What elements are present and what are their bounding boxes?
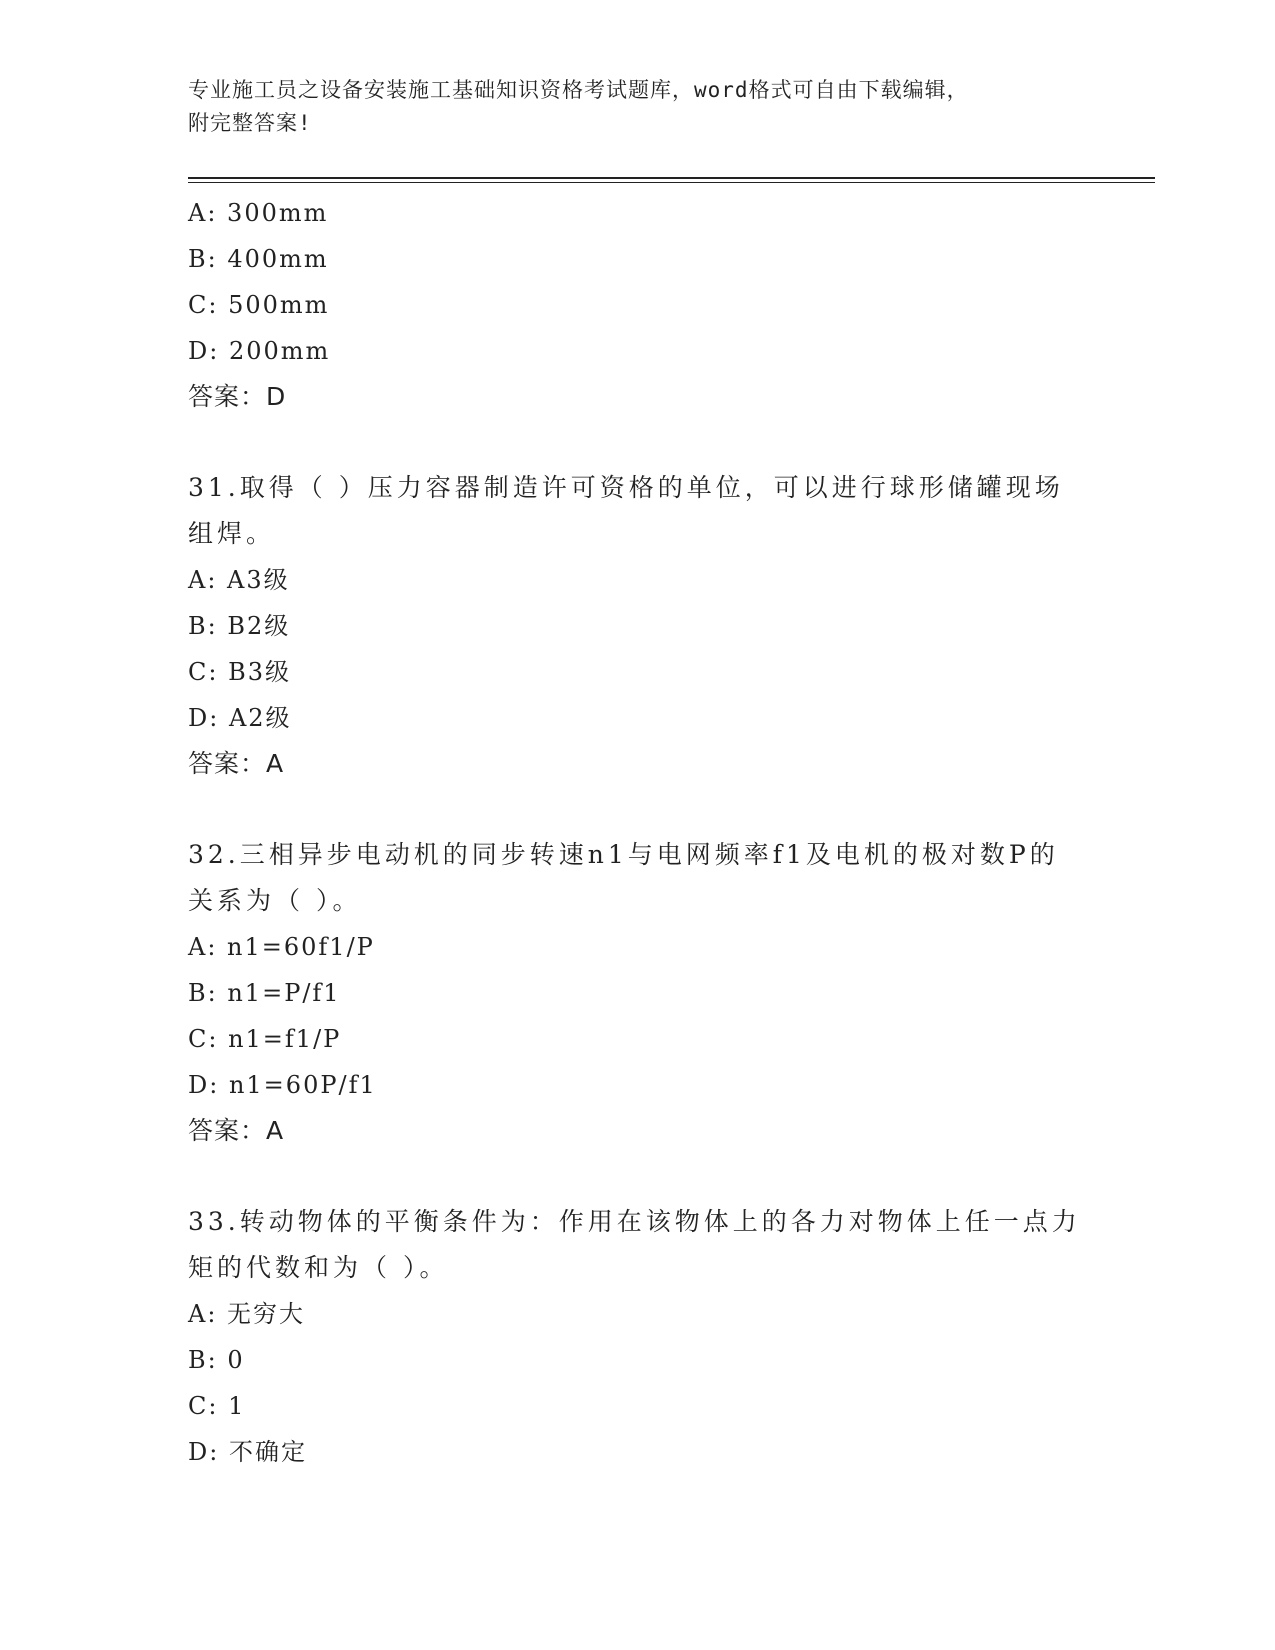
- question-block-32: [188, 832, 1088, 1154]
- option-c: C: 1: [188, 1392, 246, 1420]
- option-c: C: 500mm: [188, 291, 330, 319]
- option-d: D: 不确定: [188, 1438, 307, 1466]
- option-d: D: 200mm: [188, 337, 331, 365]
- option-c: C: n1=f1/P: [188, 1025, 342, 1053]
- option-a: A: 300mm: [188, 199, 329, 227]
- option-b: B: B2级: [188, 612, 291, 640]
- answer-label: 答案：D: [188, 382, 287, 411]
- question-list: [188, 190, 1088, 1475]
- option-d: D: A2级: [188, 704, 292, 732]
- question-block-prev: [188, 190, 1088, 420]
- answer-label: 答案：A: [188, 1116, 285, 1145]
- option-b: B: n1=P/f1: [188, 979, 341, 1007]
- question-text-line-2: 组焊。: [188, 519, 276, 548]
- option-a: A: n1=60f1/P: [188, 933, 375, 961]
- question-text-line-1: 32.三相异步电动机的同步转速n1与电网频率f1及电机的极对数P的: [188, 840, 1059, 869]
- option-d: D: n1=60P/f1: [188, 1071, 377, 1099]
- question-block-31: [188, 465, 1088, 787]
- question-text-line-2: 矩的代数和为（ ）。: [188, 1253, 449, 1282]
- question-text-line-1: 33.转动物体的平衡条件为：作用在该物体上的各力对物体上任一点力: [188, 1207, 1081, 1236]
- option-a: A: A3级: [188, 566, 290, 594]
- header-divider-thin: [188, 182, 1155, 183]
- header-divider-thick: [188, 177, 1155, 179]
- option-a: A: 无穷大: [188, 1300, 306, 1328]
- answer-label: 答案：A: [188, 749, 285, 778]
- option-b: B: 400mm: [188, 245, 329, 273]
- header-line-1: 专业施工员之设备安装施工基础知识资格考试题库，word格式可自由下载编辑，: [188, 78, 969, 102]
- option-c: C: B3级: [188, 658, 291, 686]
- question-text-line-1: 31.取得（ ）压力容器制造许可资格的单位，可以进行球形储罐现场: [188, 473, 1064, 502]
- question-block-33: [188, 1199, 1088, 1475]
- page-header: [188, 74, 1088, 140]
- option-b: B: 0: [188, 1346, 245, 1374]
- header-line-2: 附完整答案!: [188, 111, 312, 135]
- question-text-line-2: 关系为（ ）。: [188, 886, 362, 915]
